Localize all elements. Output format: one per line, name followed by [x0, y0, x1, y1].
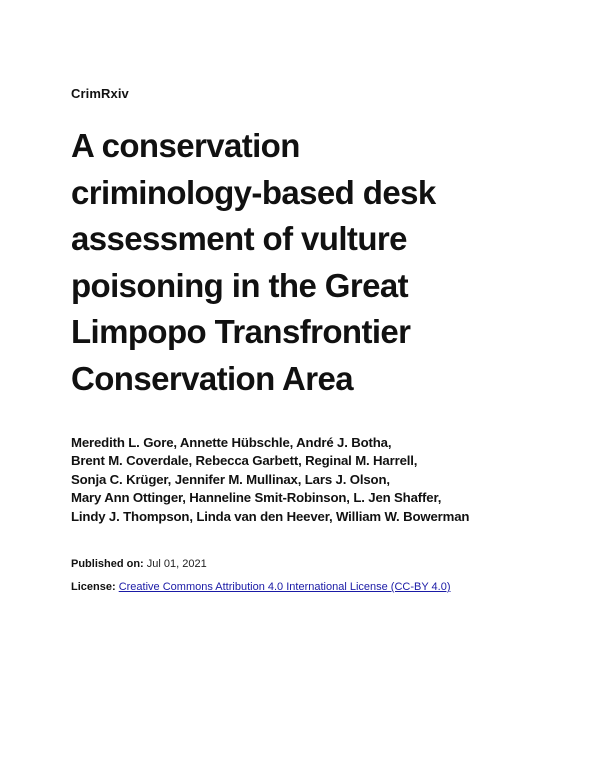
license-row: [71, 580, 451, 594]
license-label: License:: [71, 581, 116, 593]
license-link[interactable]: Creative Commons Attribution 4.0 International License (CC-BY 4.0): [118, 581, 451, 593]
title-line: poisoning in the Great: [71, 266, 408, 304]
published-date: Jul 01, 2021: [146, 558, 207, 570]
title-line: A conservation: [71, 127, 300, 164]
paper-title: [71, 123, 541, 402]
author-line: Sonja C. Krüger, Jennifer M. Mullinax, Lars J. Olson,: [71, 471, 390, 487]
author-line: Mary Ann Ottinger, Hanneline Smit-Robinson, L. Jen Shaffer,: [71, 490, 442, 506]
author-line: Meredith L. Gore, Annette Hübschle, André J. Botha,: [71, 435, 392, 450]
title-line: criminology-based desk: [71, 173, 436, 211]
published-label: Published on:: [71, 558, 144, 570]
author-line: Brent M. Coverdale, Rebecca Garbett, Reginal M. Harrell,: [71, 453, 418, 469]
publisher-name: CrimRxiv: [71, 86, 129, 101]
title-line: Conservation Area: [71, 359, 353, 397]
title-line: assessment of vulture: [71, 220, 407, 257]
published-date-row: [71, 557, 207, 571]
author-list: [71, 434, 541, 526]
author-line: Lindy J. Thompson, Linda van den Heever, William W. Bowerman: [71, 508, 470, 524]
title-line: Limpopo Transfrontier: [71, 313, 411, 350]
